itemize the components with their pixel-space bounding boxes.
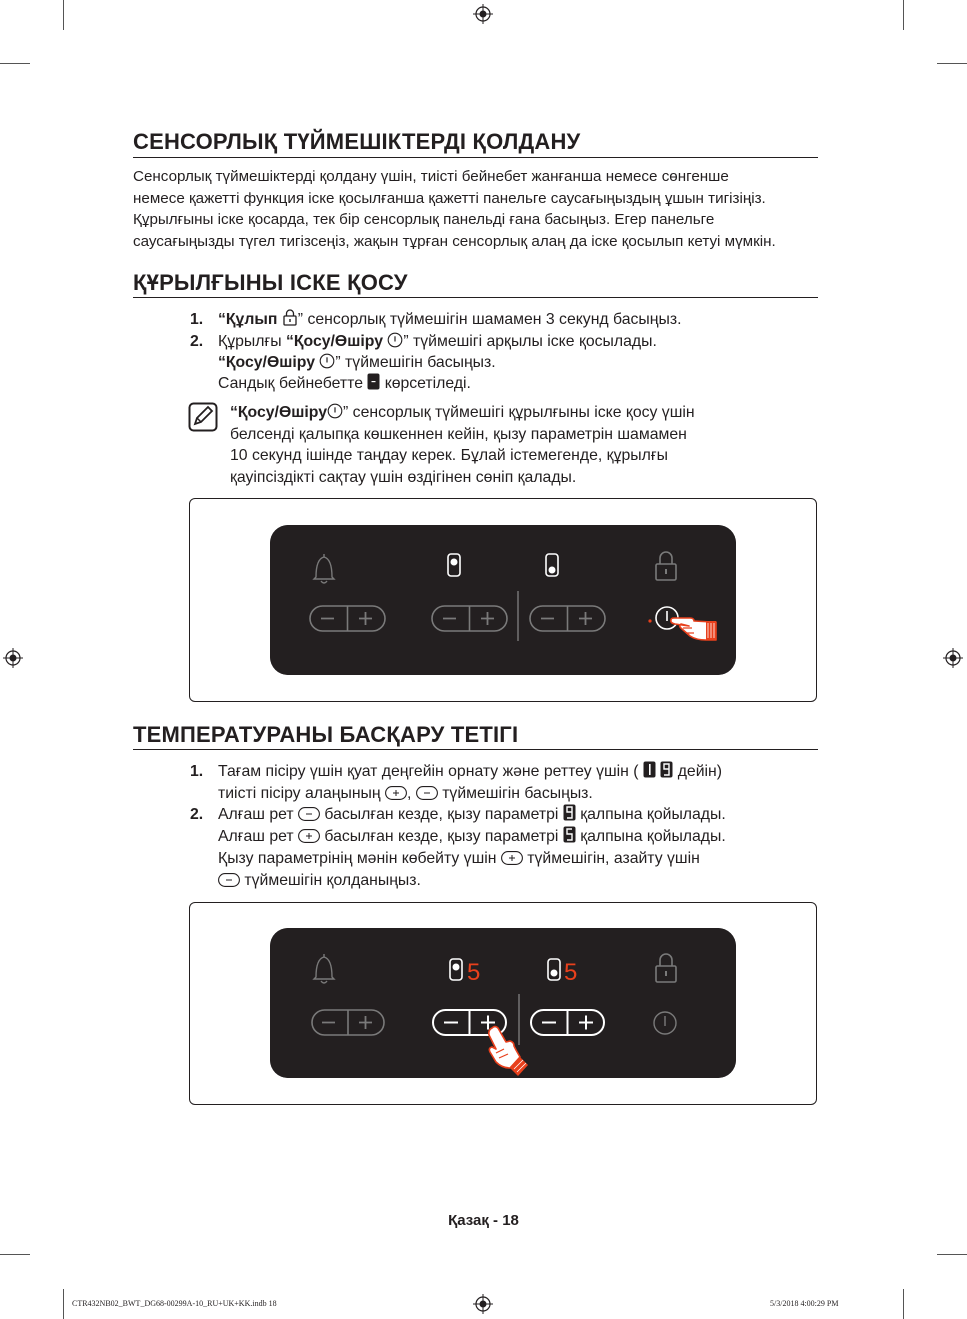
note-text <box>230 402 695 488</box>
registration-mark-icon <box>3 648 23 668</box>
digit-zero-display-icon <box>367 373 380 390</box>
power-level-display: 5 <box>467 959 481 986</box>
control-panel-illustration <box>270 928 736 1078</box>
crop-mark <box>937 63 967 64</box>
registration-mark-icon <box>943 648 963 668</box>
step-text <box>218 373 471 395</box>
bold-label: “Қосу/Өшіру <box>218 354 316 371</box>
note-line: 10 секунд ішінде таңдау керек. Бұлай істемегенде, құрылғы <box>230 447 668 465</box>
step-text-part: дейін) <box>673 763 723 780</box>
paragraph-line: саусағыңызды түгел тигізсеңіз, жақын тұрған сенсорлық алаң да іске қосылып кетуі мүмкін. <box>133 232 776 250</box>
paragraph-line: Құрылғыны іске қосарда, тек бір сенсорлық панельді ғана басыңыз. Егер панельге <box>133 211 715 229</box>
plus-button-icon <box>298 829 320 843</box>
step-number: 2. <box>190 333 204 350</box>
step-number: 2. <box>190 806 204 823</box>
lock-icon <box>282 309 298 326</box>
note-icon <box>188 402 218 432</box>
step-text-part: , <box>407 785 416 802</box>
control-panel-illustration <box>270 525 736 675</box>
step-text-part: ” түймешігін басыңыз. <box>335 354 496 371</box>
step-text-part: басылған кезде, қызу параметрі <box>320 806 563 823</box>
print-slug-date: 5/3/2018 4:00:29 PM <box>770 1299 839 1308</box>
step-text-part: басылған кезде, қызу параметрі <box>320 828 563 845</box>
step-text <box>218 870 421 892</box>
digit-nine-display-icon <box>563 804 576 821</box>
power-icon <box>327 403 343 419</box>
crop-mark <box>63 1289 64 1319</box>
crop-mark <box>903 1289 904 1319</box>
section-divider <box>133 157 818 158</box>
minus-button-icon <box>218 873 240 887</box>
step-text-part: түймешігін басыңыз. <box>437 785 593 802</box>
minus-button-icon <box>298 807 320 821</box>
registration-mark-icon <box>473 4 493 24</box>
section-paragraph <box>133 166 833 252</box>
power-icon <box>319 353 335 369</box>
step-text-part: ” түймешігі арқылы іске қосылады. <box>403 333 657 350</box>
note-line <box>230 402 695 424</box>
bold-label: “Қосу/Өшіру <box>230 404 328 421</box>
step-text-part: Қызу параметрінің мәнін көбейту үшін <box>218 850 501 867</box>
power-level-display: 5 <box>564 959 578 986</box>
digit-one-display-icon <box>643 761 656 778</box>
step-text <box>218 761 722 783</box>
step-text <box>218 783 593 805</box>
plus-button-icon <box>385 786 407 800</box>
step-text-part: тиісті пісіру алаңының <box>218 785 386 802</box>
crop-mark <box>0 63 30 64</box>
step-text-part: Құрылғы <box>218 333 286 350</box>
crop-mark <box>63 0 64 30</box>
paragraph-line: немесе қажетті функция іске қосылғанша қажетті панельге саусағыңыздың ұшын тигізіңіз. <box>133 189 766 207</box>
step-text-part: қалпына қойылады. <box>575 828 726 845</box>
section-divider <box>133 297 818 298</box>
step-text-part: Тағам пісіру үшін қуат деңгейін орнату және реттеу үшін ( <box>218 763 639 780</box>
crop-mark <box>937 1254 967 1255</box>
bold-label: “Қосу/Өшіру <box>285 333 383 350</box>
step-text <box>218 826 726 848</box>
step-text <box>218 309 681 331</box>
section-title: СЕНСОРЛЫҚ ТҮЙМЕШІКТЕРДІ ҚОЛДАНУ <box>133 129 581 154</box>
step-text-part: көрсетіледі. <box>380 375 471 392</box>
paragraph-line: Сенсорлық түймешіктерді қолдану үшін, тиісті бейнебет жанғанша немесе сөнгенше <box>133 168 729 185</box>
step-text <box>218 848 700 870</box>
step-number: 1. <box>190 763 204 780</box>
bold-label: “Құлып <box>218 311 278 328</box>
step-text-part: қалпына қойылады. <box>575 806 726 823</box>
step-text <box>218 352 496 374</box>
step-text-part: түймешігін қолданыңыз. <box>240 872 421 889</box>
crop-mark <box>903 0 904 30</box>
section-divider <box>133 749 818 750</box>
step-text <box>218 804 726 826</box>
step-text-part: Алғаш рет <box>218 806 299 823</box>
step-text-part: Сандық бейнебетте <box>218 375 368 392</box>
digit-nine-display-icon <box>660 761 673 778</box>
page-footer: Қазақ - 18 <box>448 1212 519 1229</box>
note-line: белсенді қалыпқа көшкеннен кейін, қызу параметрін шамамен <box>230 425 687 443</box>
note-line: қауіпсіздікті сақтау үшін өздігінен сөніп қалады. <box>230 468 577 486</box>
step-text <box>218 331 657 353</box>
crop-mark <box>0 1254 30 1255</box>
power-icon <box>387 332 403 348</box>
section-title: ТЕМПЕРАТУРАНЫ БАСҚАРУ ТЕТІГІ <box>133 722 519 747</box>
step-number: 1. <box>190 311 204 328</box>
note-line-rest: ” сенсорлық түймешігі құрылғыны іске қосу үшін <box>343 404 695 421</box>
print-slug-file: CTR432NB02_BWT_DG68-00299A-10_RU+UK+KK.indb 18 <box>72 1299 277 1308</box>
step-text-part: Алғаш рет <box>218 828 299 845</box>
step-text-part: түймешігін, азайту үшін <box>522 850 700 867</box>
minus-button-icon <box>416 786 438 800</box>
section-title: ҚҰРЫЛҒЫНЫ ІСКЕ ҚОСУ <box>133 270 408 295</box>
plus-button-icon <box>501 851 523 865</box>
step-text-rest: ” сенсорлық түймешігін шамамен 3 секунд басыңыз. <box>297 311 682 328</box>
digit-five-display-icon <box>563 826 576 843</box>
registration-mark-icon <box>473 1294 493 1314</box>
